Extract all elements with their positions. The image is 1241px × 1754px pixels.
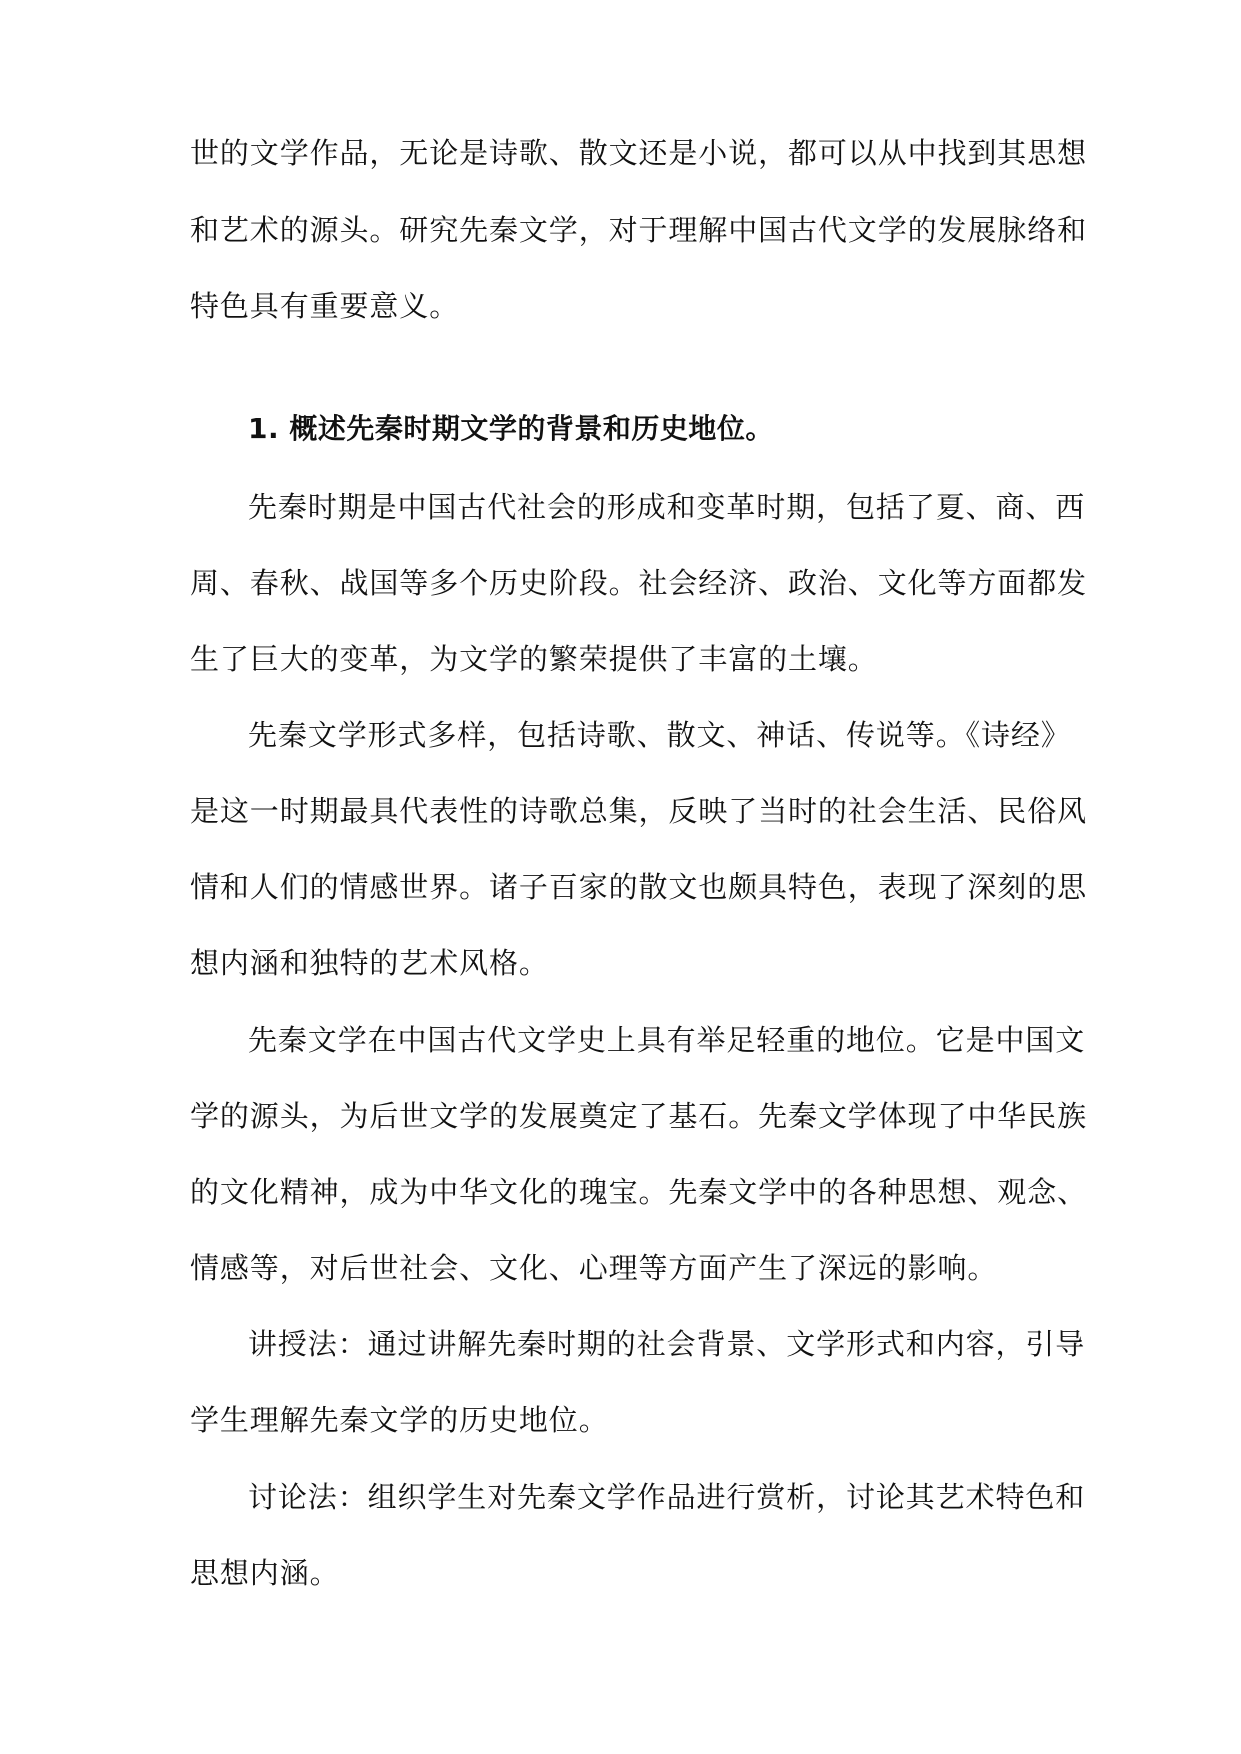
paragraph-line: 先秦文学在中国古代文学史上具有举足轻重的地位。它是中国文 — [248, 1023, 1086, 1057]
paragraph-line: 生了巨大的变革，为文学的繁荣提供了丰富的土壤。 — [190, 642, 878, 676]
section-heading: 1. 概述先秦时期文学的背景和历史地位。 — [248, 412, 774, 445]
paragraph-line: 学的源头，为后世文学的发展奠定了基石。先秦文学体现了中华民族 — [190, 1099, 1088, 1133]
paragraph-line: 想内涵和独特的艺术风格。 — [190, 946, 549, 980]
paragraph-line: 情感等，对后世社会、文化、心理等方面产生了深远的影响。 — [190, 1251, 998, 1285]
paragraph-line: 思想内涵。 — [190, 1556, 340, 1590]
paragraph-line: 周、春秋、战国等多个历史阶段。社会经济、政治、文化等方面都发 — [190, 566, 1088, 600]
paragraph-line: 学生理解先秦文学的历史地位。 — [190, 1403, 609, 1437]
paragraph-line: 是这一时期最具代表性的诗歌总集，反映了当时的社会生活、民俗风 — [190, 794, 1088, 828]
paragraph-line: 和艺术的源头。研究先秦文学，对于理解中国古代文学的发展脉络和 — [190, 213, 1088, 247]
paragraph-line: 先秦文学形式多样，包括诗歌、散文、神话、传说等。《诗经》 — [248, 718, 1071, 752]
paragraph-line: 特色具有重要意义。 — [190, 289, 460, 323]
paragraph-line: 先秦时期是中国古代社会的形成和变革时期，包括了夏、商、西 — [248, 490, 1086, 524]
paragraph-line: 的文化精神，成为中华文化的瑰宝。先秦文学中的各种思想、观念、 — [190, 1175, 1088, 1209]
paragraph-line: 世的文学作品，无论是诗歌、散文还是小说，都可以从中找到其思想 — [190, 136, 1088, 170]
paragraph-line: 情和人们的情感世界。诸子百家的散文也颇具特色，表现了深刻的思 — [190, 870, 1088, 904]
paragraph-line: 讨论法：组织学生对先秦文学作品进行赏析，讨论其艺术特色和 — [248, 1480, 1086, 1514]
paragraph-line: 讲授法：通过讲解先秦时期的社会背景、文学形式和内容，引导 — [248, 1327, 1086, 1361]
